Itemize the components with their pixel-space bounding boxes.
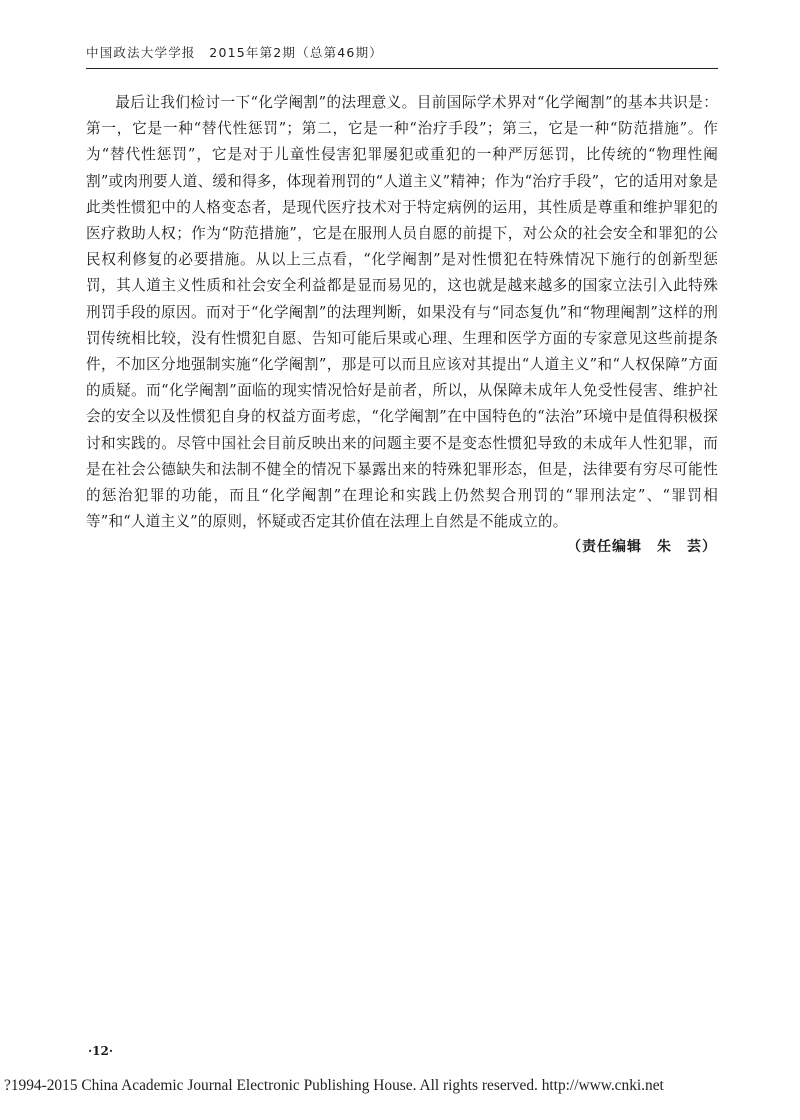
copyright-footer: ?1994-2015 China Academic Journal Electronic Publishing House. All rights reserved. http://www.cnki.net bbox=[4, 1077, 664, 1094]
responsible-editor-note: （责任编辑 朱 芸） bbox=[567, 539, 717, 555]
page-number: ·12· bbox=[88, 1044, 114, 1058]
running-header bbox=[86, 34, 718, 69]
journal-running-title: 中国政法大学学报 2015年第2期（总第46期） bbox=[86, 45, 383, 60]
article-paragraph: 最后让我们检讨一下“化学阉割”的法理意义。目前国际学术界对“化学阉割”的基本共识是：第一，它是一种“替代性惩罚”；第二，它是一种“治疗手段”；第三，它是一种“防范措施”。作为“替代性惩罚”，它是对于儿童性侵害犯罪屡犯或重犯的一种严厉惩罚，比传统的“物理性阉割”或肉刑要人道、缓和得多，体现着刑罚的“人道主义”精神；作为“治疗手段”，它的适用对象是此类性惯犯中的人格变态者，是现代医疗技术对于特定病例的运用，其性质是尊重和维护罪犯的医疗救助人权；作为“防范措施”，它是在服刑人员自愿的前提下，对公众的社会安全和罪犯的公民权利修复的必要措施。从以上三点看，“化学阉割”是对性惯犯在特殊情况下施行的创新型惩罚，其人道主义性质和社会安全利益都是显而易见的，这也就是越来越多的国家立法引入此特殊刑罚手段的原因。而对于“化学阉割”的法理判断，如果没有与“同态复仇”和“物理阉割”这样的刑罚传统相比较，没有性惯犯自愿、告知可能后果或心理、生理和医学方面的专家意见这些前提条件，不加区分地强制实施“化学阉割”，那是可以而且应该对其提出“人道主义”和“人权保障”方面的质疑。而“化学阉割”面临的现实情况恰好是前者，所以，从保障未成年人免受性侵害、维护社会的安全以及性惯犯自身的权益方面考虑，“化学阉割”在中国特色的“法治”环境中是值得积极探讨和实践的。尽管中国社会目前反映出来的问题主要不是变态性惯犯导致的未成年人性犯罪，而是在社会公德缺失和法制不健全的情况下暴露出来的特殊犯罪形态，但是，法律要有穷尽可能性的惩治犯罪的功能，而且“化学阉割”在理论和实践上仍然契合刑罚的“罪刑法定”、“罪罚相等”和“人道主义”的原则，怀疑或否定其价值在法理上自然是不能成立的。 bbox=[86, 94, 718, 531]
